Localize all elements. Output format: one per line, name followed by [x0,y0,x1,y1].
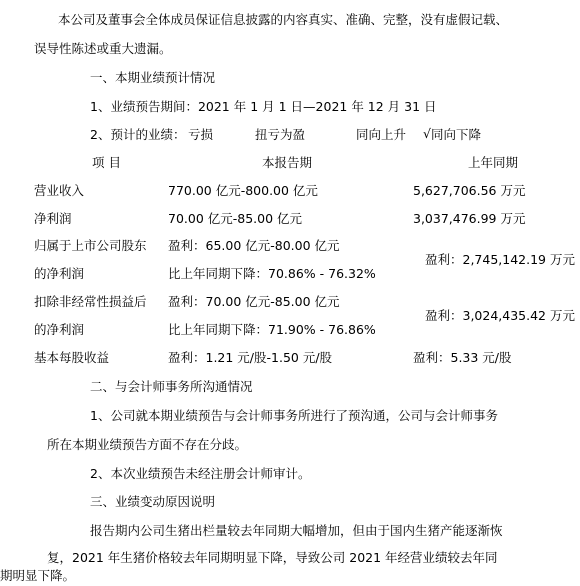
row-eps-item: 基本每股收益 [34,350,110,365]
row-net-profit-item: 净利润 [34,211,72,226]
row-attributable-item-line1: 归属于上市公司股东 [34,238,147,253]
selected-checkmark: √ [423,126,431,141]
row-attributable-item-line2: 的净利润 [34,266,85,281]
option-increase: 同向上升 [356,127,407,142]
row-revenue-prior: 5,627,706.56 万元 [413,183,526,198]
section3-heading: 三、业绩变动原因说明 [90,494,216,509]
section1-heading: 一、本期业绩预计情况 [90,70,216,85]
row-attributable-current-line2: 比上年同期下降：70.86% - 76.32% [168,266,376,281]
forecast-period: 1、业绩预告期间：2021 年 1 月 1 日—2021 年 12 月 31 日 [90,99,437,114]
intro-line-1: 本公司及董事会全体成员保证信息披露的内容真实、准确、完整，没有虚假记载、 [58,12,509,27]
section2-item2: 2、本次业绩预告未经注册会计师审计。 [90,466,311,481]
row-net-profit-current: 70.00 亿元-85.00 亿元 [168,211,303,226]
row-eps-prior: 盈利：5.33 元/股 [413,350,512,365]
section3-line1: 报告期内公司生猪出栏量较去年同期大幅增加，但由于国内生猪产能逐渐恢 [90,523,503,538]
section3-line2: 复，2021 年生猪价格较去年同期明显下降，导致公司 2021 年经营业绩较去年同 [47,550,498,565]
table-header-prior: 上年同期 [468,155,519,170]
section2-heading: 二、与会计师事务所沟通情况 [90,379,253,394]
option-decrease: 同向下降 [431,127,482,142]
option-loss: 亏损 [188,127,214,142]
table-header-item: 项 目 [92,155,121,170]
row-revenue-item: 营业收入 [34,183,85,198]
intro-line-2: 误导性陈述或重大遗漏。 [34,41,172,56]
row-recurring-item-line2: 的净利润 [34,322,85,337]
row-recurring-prior: 盈利：3,024,435.42 万元 [425,308,575,323]
row-attributable-prior: 盈利：2,745,142.19 万元 [425,252,575,267]
section2-item1-line1: 1、公司就本期业绩预告与会计师事务所进行了预沟通，公司与会计师事务 [90,408,498,423]
option-turnaround: 扭亏为盈 [255,127,306,142]
forecast-label: 2、预计的业绩： [90,127,186,142]
row-attributable-current-line1: 盈利：65.00 亿元-80.00 亿元 [168,238,340,253]
row-recurring-item-line1: 扣除非经常性损益后 [34,294,147,309]
section2-item1-line2: 所在本期业绩预告方面不存在分歧。 [47,437,248,452]
row-recurring-current-line1: 盈利：70.00 亿元-85.00 亿元 [168,294,340,309]
section3-line3: 期明显下降。 [0,568,76,583]
row-revenue-current: 770.00 亿元-800.00 亿元 [168,183,318,198]
row-net-profit-prior: 3,037,476.99 万元 [413,211,526,226]
table-header-current: 本报告期 [262,155,313,170]
row-eps-current: 盈利：1.21 元/股-1.50 元/股 [168,350,333,365]
row-recurring-current-line2: 比上年同期下降：71.90% - 76.86% [168,322,376,337]
